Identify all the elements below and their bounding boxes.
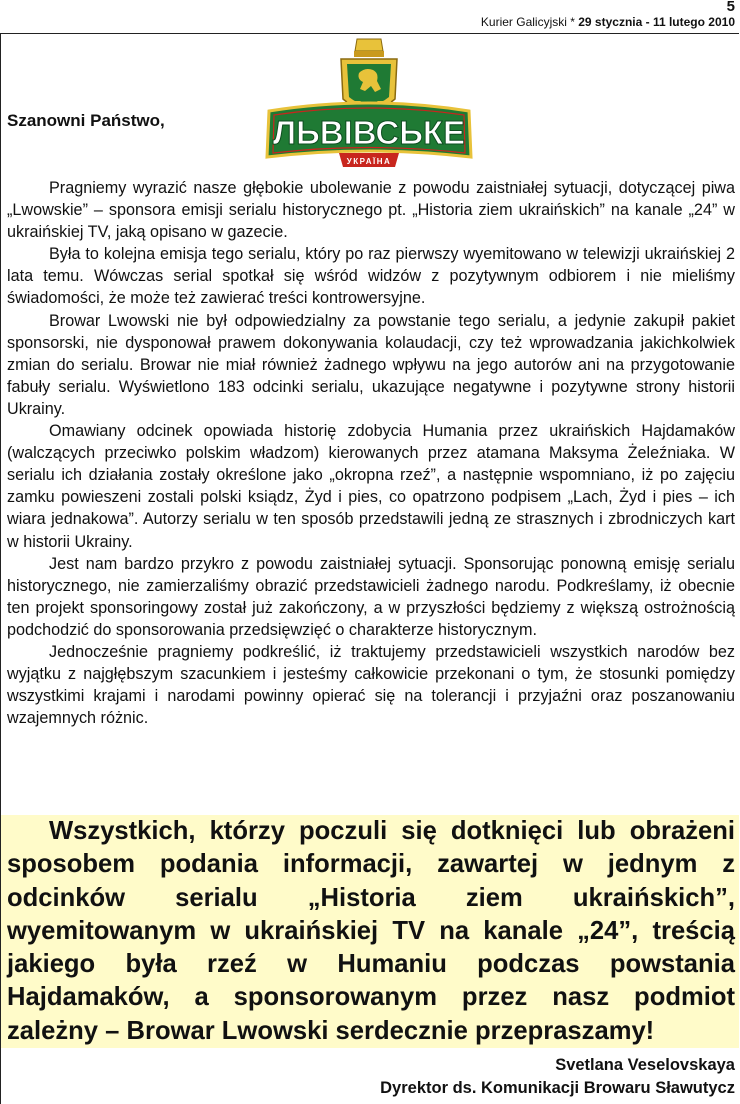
paragraph: Była to kolejna emisja tego serialu, który po raz pierwszy wyemitowano w telewizji ukraińskiej 2 lata temu. Wówczas serial spotkał się wśród widzów z pozytywnym odbiorem i nie mieliśmy świadomości, że może też zawierać treści kontrowersyjne. bbox=[7, 245, 735, 308]
paragraph: Omawiany odcinek opowiada historię zdobycia Humania przez ukraińskich Hajdamaków (walczących przeciwko polskim władzom) kierowanych przez atamana Maksyma Żeleźniaka. W serialu ich działania zostały określone jako „okropna rzeź”, a następnie wspomniano, iż po zajęciu zamku powieszeni zostali polski ksiądz, Żyd i pies, co opatrzono podpisem „Lach, Żyd i pies – ich wiara jednakowa”. Autorzy serialu w ten sposób przedstawili jedną ze strasznych i zbrodniczych kart w historii Ukrainy. bbox=[7, 422, 735, 551]
apology-statement: Wszystkich, którzy poczuli się dotknięci lub obrażeni sposobem podania informacji, zawartej w jednym z odcinków serialu „Historia ziem ukraińskich”, wyemitowanym w ukraińskiej TV na kanale „24”, treścią jakiego była rzeź w Humaniu podczas powstania Hajdamaków, a sponsorowanym przez nasz podmiot zależny – Browar Lwowski serdecznie przepraszamy! bbox=[7, 817, 735, 1045]
signatory-name: Svetlana Veselovskaya bbox=[555, 1056, 735, 1074]
logo-brand-text: ЛЬВІВСЬКЕ bbox=[272, 114, 466, 151]
crown-icon bbox=[355, 39, 383, 51]
lvivske-logo bbox=[265, 37, 473, 175]
issue-dates: 29 stycznia - 11 lutego 2010 bbox=[578, 15, 735, 29]
publication-name: Kurier Galicyjski bbox=[480, 15, 567, 29]
page-number: 5 bbox=[726, 0, 735, 15]
paragraph: Jest nam bardzo przykro z powodu zaistniałej sytuacji. Sponsorując ponowną emisję serialu historycznego, nie zamierzaliśmy obrazić przedstawicieli żadnego narodu. Podkreślamy, iż obecnie ten projekt sponsoringowy został już zakończony, a w przyszłości będziemy z większą ostrożnością podchodzić do sponsorowania przedsięwzięć o charakterze historycznym. bbox=[7, 554, 735, 639]
paragraph: Jednocześnie pragniemy podkreślić, iż traktujemy przedstawicieli wszystkich narodów bez wyjątku z najgłębszym szacunkiem i jesteśmy całkowicie przekonani o tym, że stosunki pomiędzy wszystkimi krajami i narodami powinny opierać się na tolerancji i przyjaźni oraz poszanowaniu wzajemnych różnic. bbox=[7, 642, 735, 728]
paragraph: Browar Lwowski nie był odpowiedzialny za powstanie tego serialu, a jedynie zakupił pakiet sponsorski, nie dysponował prawem dokonywania kolaudacji, czy też wprowadzania jakichkolwiek zmian do serialu. Browar nie miał również żadnego wpływu na jego autorów ani na przygotowanie fabuły serialu. Wyświetlono 183 odcinki serialu, ukazujące negatywne i pozytywne strony historii Ukrainy. bbox=[7, 311, 735, 418]
logo-country-text: УКРАЇНА bbox=[346, 157, 392, 166]
paragraph: Pragniemy wyrazić nasze głębokie ubolewanie z powodu zaistniałej sytuacji, dotyczącej piwa „Lwowskie” – sponsora emisji serialu historycznego pt. „Historia ziem ukraińskich” na kanale „24” w ukraińskiej TV, jaką opisano w gazecie. bbox=[7, 179, 735, 242]
masthead-separator: * bbox=[566, 15, 579, 29]
greeting: Szanowni Państwo, bbox=[7, 111, 165, 130]
signature-block bbox=[380, 1054, 735, 1100]
signatory-title: Dyrektor ds. Komunikacji Browaru Sławutycz bbox=[380, 1079, 735, 1097]
article-body bbox=[7, 177, 735, 729]
masthead bbox=[481, 15, 735, 29]
